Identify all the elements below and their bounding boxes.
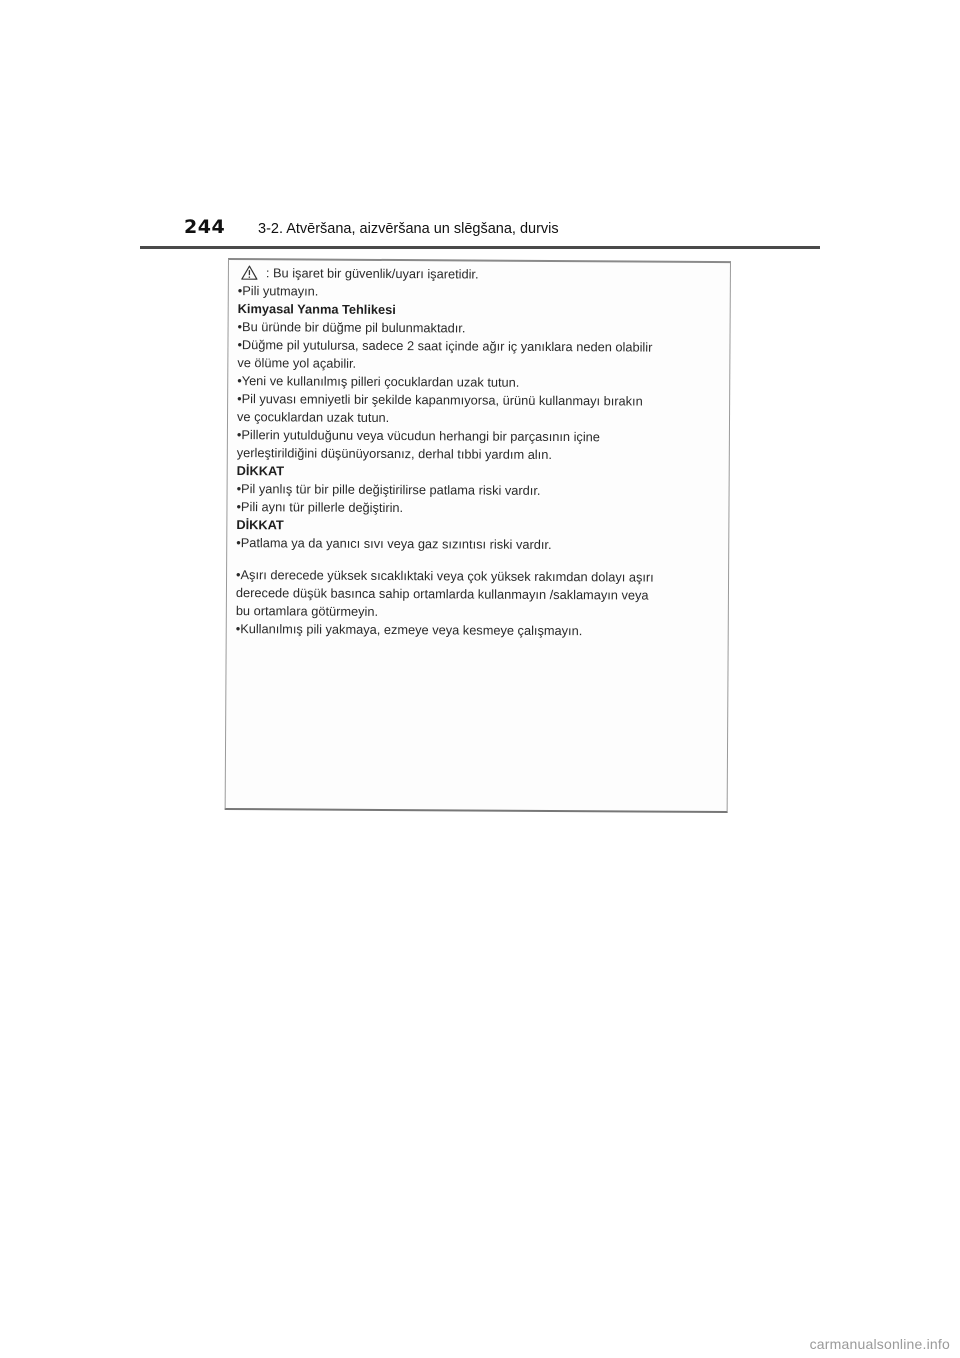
section-title: 3-2. Atvēršana, aizvēršana un slēgšana, durvis xyxy=(258,221,559,237)
label-line-text: ve çocuklardan uzak tutun. xyxy=(236,409,390,425)
label-line-text: derecede düşük basınca sahip ortamlarda kullanmayın /saklamayın veya xyxy=(235,585,649,603)
label-line xyxy=(236,620,722,641)
label-line-text: •Aşırı derecede yüksek sıcaklıktaki veya çok yüksek rakımdan dolayı aşırı xyxy=(236,567,654,585)
label-line xyxy=(237,444,723,465)
label-line-text: •Düğme pil yutulursa, sadece 2 saat içinde ağır iç yanıklara neden olabilir xyxy=(237,337,653,355)
label-line-text: yerleştirildiğini düşünüyorsanız, derhal tıbbi yardım alın. xyxy=(236,445,552,462)
page-header xyxy=(140,212,820,249)
label-line-text: •Pili aynı tür pillerle değiştirin. xyxy=(236,499,404,516)
label-line-text: •Pili yutmayın. xyxy=(237,283,319,299)
label-line-text: •Yeni ve kullanılmış pilleri çocuklardan uzak tutun. xyxy=(237,373,520,390)
label-line-text: •Bu üründe bir düğme pil bulunmaktadır. xyxy=(237,319,466,336)
label-line-text: •Pillerin yutulduğunu veya vücudun herhangi bir parçasının içine xyxy=(236,427,600,445)
label-line-text: •Patlama ya da yanıcı sıvı veya gaz sızıntısı riski vardır. xyxy=(236,535,552,552)
warning-text-lines xyxy=(236,264,724,641)
label-line-text: DİKKAT xyxy=(236,517,284,533)
label-line-text: •Pil yanlış tür bir pille değiştirilirse patlama riski vardır. xyxy=(236,481,541,498)
label-line-text: ve ölüme yol açabilir. xyxy=(237,355,357,371)
page-number: 244 xyxy=(184,216,226,238)
warning-triangle-icon xyxy=(241,265,258,280)
label-line-text: •Kullanılmış pili yakmaya, ezmeye veya kesmeye çalışmayın. xyxy=(235,621,583,639)
label-line xyxy=(236,498,722,519)
label-line-text: : Bu işaret bir güvenlik/uyarı işaretidir. xyxy=(265,265,479,282)
label-line-text: bu ortamlara götürmeyin. xyxy=(235,603,379,619)
label-line-text: DİKKAT xyxy=(236,463,285,479)
battery-warning-label xyxy=(225,258,731,813)
watermark: carmanualsonline.info xyxy=(809,1336,950,1352)
label-line xyxy=(236,534,722,555)
label-line-text: Kimyasal Yanma Tehlikesi xyxy=(237,301,396,318)
label-line-text: •Pil yuvası emniyetli bir şekilde kapanmıyorsa, ürünü kullanmayı bırakın xyxy=(237,391,643,409)
